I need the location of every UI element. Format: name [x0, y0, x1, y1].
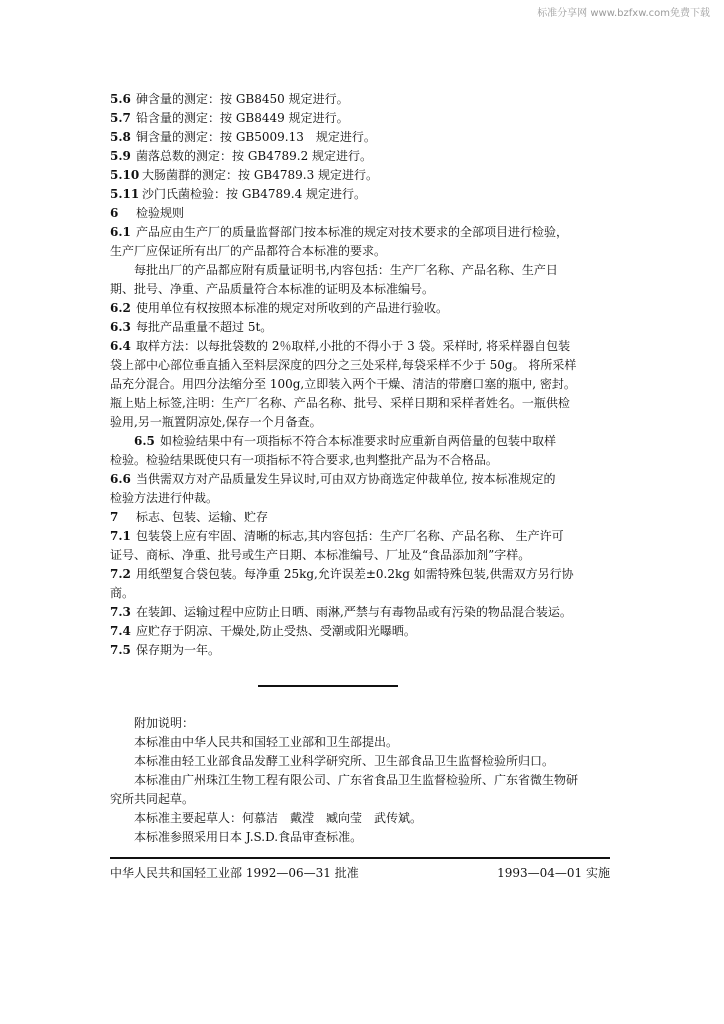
- clause-number: 6.5: [134, 434, 155, 448]
- clause-number: 5.10: [110, 168, 140, 182]
- approval-text: 中华人民共和国轻工业部 1992—06—31 批准: [110, 866, 359, 880]
- clause-continuation: 袋上部中心部位垂直插入至料层深度的四分之三处采样,每袋采样不少于 50g。 将所采样: [110, 358, 577, 372]
- section-title: 标志、包装、运输、贮存: [136, 510, 269, 524]
- clause-line: [110, 223, 610, 242]
- clause-number: 7.3: [110, 605, 131, 619]
- clause-text: 如检验结果中有一项指标不符合本标准要求时应重新自两倍量的包装中取样: [160, 434, 557, 448]
- section-divider: [258, 685, 398, 687]
- clause-text: 当供需双方对产品质量发生异议时,可由双方协商选定仲裁单位, 按本标准规定的: [136, 472, 556, 486]
- clause-line: [110, 185, 610, 204]
- clause-line: [110, 641, 610, 660]
- notes-line: 本标准由中华人民共和国轻工业部和卫生部提出。: [134, 735, 399, 749]
- clause-continuation: 检验方法进行仲裁。: [110, 491, 219, 505]
- section-heading: [110, 508, 610, 527]
- clause-text: 铅含量的测定：按 GB8449 规定进行。: [136, 111, 349, 125]
- clause-text: 沙门氏菌检验：按 GB4789.4 规定进行。: [142, 187, 367, 201]
- clause-line: [110, 337, 610, 356]
- footer-rule: [110, 857, 610, 859]
- clause-continuation: 品充分混合。用四分法缩分至 100g,立即装入两个干燥、清洁的带磨口塞的瓶中, 密封。: [110, 377, 576, 391]
- clause-number: 7.1: [110, 529, 131, 543]
- clause-number: 6.4: [110, 339, 131, 353]
- clause-text: 产品应由生产厂的质量监督部门按本标准的规定对技术要求的全部项目进行检验，: [136, 225, 569, 239]
- paragraph-line: 每批出厂的产品都应附有质量证明书,内容包括：生产厂名称、产品名称、生产日: [134, 263, 558, 277]
- clause-number: 7.4: [110, 624, 131, 638]
- notes-line: 本标准参照采用日本 J.S.D.食品审查标准。: [134, 830, 363, 844]
- clause-line: [110, 527, 610, 546]
- standard-body: [110, 90, 610, 660]
- clause-text: 菌落总数的测定：按 GB4789.2 规定进行。: [136, 149, 373, 163]
- clause-continuation: 商。: [110, 586, 135, 600]
- clause-continuation: 检验。检验结果既使只有一项指标不符合要求,也判整批产品为不合格品。: [110, 453, 498, 467]
- section-title: 检验规则: [136, 206, 185, 220]
- clause-number: 5.8: [110, 130, 131, 144]
- clause-line: [110, 432, 610, 451]
- clause-number: 5.7: [110, 111, 131, 125]
- clause-text: 使用单位有权按照本标准的规定对所收到的产品进行验收。: [136, 301, 449, 315]
- clause-text: 包装袋上应有牢固、清晰的标志,其内容包括：生产厂名称、产品名称、 生产许可: [136, 529, 564, 543]
- clause-number: 7.2: [110, 567, 131, 581]
- clause-line: [110, 147, 610, 166]
- section-number: 7: [110, 510, 119, 524]
- clause-line: [110, 603, 610, 622]
- clause-text: 砷含量的测定：按 GB8450 规定进行。: [136, 92, 349, 106]
- clause-continuation: 瓶上贴上标签,注明：生产厂名称、产品名称、批号、采样日期和采样者姓名。一瓶供检: [110, 396, 570, 410]
- clause-continuation: 期、批号、净重、产品质量符合本标准的证明及本标准编号。: [110, 282, 435, 296]
- notes-line: 本标准主要起草人：何慕洁 戴滢 臧向莹 武传斌。: [134, 811, 423, 825]
- clause-line: [110, 128, 610, 147]
- clause-text: 铜含量的测定：按 GB5009.13 规定进行。: [136, 130, 376, 144]
- clause-line: [110, 90, 610, 109]
- clause-text: 在装卸、运输过程中应防止日晒、雨淋,严禁与有毒物品或有污染的物品混合装运。: [136, 605, 572, 619]
- clause-text: 用纸塑复合袋包装。每净重 25kg,允许误差±0.2kg 如需特殊包装,供需双方另行协: [136, 567, 574, 581]
- notes-line: 本标准由广州珠江生物工程有限公司、广东省食品卫生监督检验所、广东省微生物研: [134, 773, 579, 787]
- clause-number: 6.2: [110, 301, 131, 315]
- clause-line: [110, 109, 610, 128]
- clause-text: 大肠菌群的测定：按 GB4789.3 规定进行。: [142, 168, 379, 182]
- clause-number: 5.6: [110, 92, 131, 106]
- clause-text: 每批产品重量不超过 5t。: [136, 320, 273, 334]
- clause-line: [110, 166, 610, 185]
- clause-number: 6.6: [110, 472, 131, 486]
- clause-text: 取样方法：以每批袋数的 2％取样,小批的不得小于 3 袋。采样时, 将采样器自包装: [136, 339, 571, 353]
- clause-number: 6.1: [110, 225, 131, 239]
- section-heading: [110, 204, 610, 223]
- clause-number: 7.5: [110, 643, 131, 657]
- notes-line: 本标准由轻工业部食品发酵工业科学研究所、卫生部食品卫生监督检验所归口。: [134, 754, 555, 768]
- clause-continuation: 生产厂应保证所有出厂的产品都符合本标准的要求。: [110, 244, 387, 258]
- clause-line: [110, 470, 610, 489]
- clause-number: 6.3: [110, 320, 131, 334]
- clause-line: [110, 622, 610, 641]
- clause-number: 5.9: [110, 149, 131, 163]
- notes-line: 究所共同起草。: [110, 792, 195, 806]
- section-number: 6: [110, 206, 119, 220]
- notes-heading: 附加说明：: [134, 716, 195, 730]
- implementation-date: 1993—04—01 实施: [497, 866, 610, 880]
- clause-line: [110, 565, 610, 584]
- clause-line: [110, 318, 610, 337]
- clause-text: 保存期为一年。: [136, 643, 221, 657]
- watermark-text: 标准分享网 www.bzfxw.com免费下载: [537, 8, 710, 19]
- clause-continuation: 证号、商标、净重、批号或生产日期、本标准编号、厂址及“食品添加剂”字样。: [110, 548, 531, 562]
- clause-number: 5.11: [110, 187, 140, 201]
- clause-line: [110, 299, 610, 318]
- additional-notes: [110, 714, 610, 847]
- clause-continuation: 验用,另一瓶置阴凉处,保存一个月备查。: [110, 415, 322, 429]
- clause-text: 应贮存于阴凉、干燥处,防止受热、受潮或阳光曝晒。: [136, 624, 416, 638]
